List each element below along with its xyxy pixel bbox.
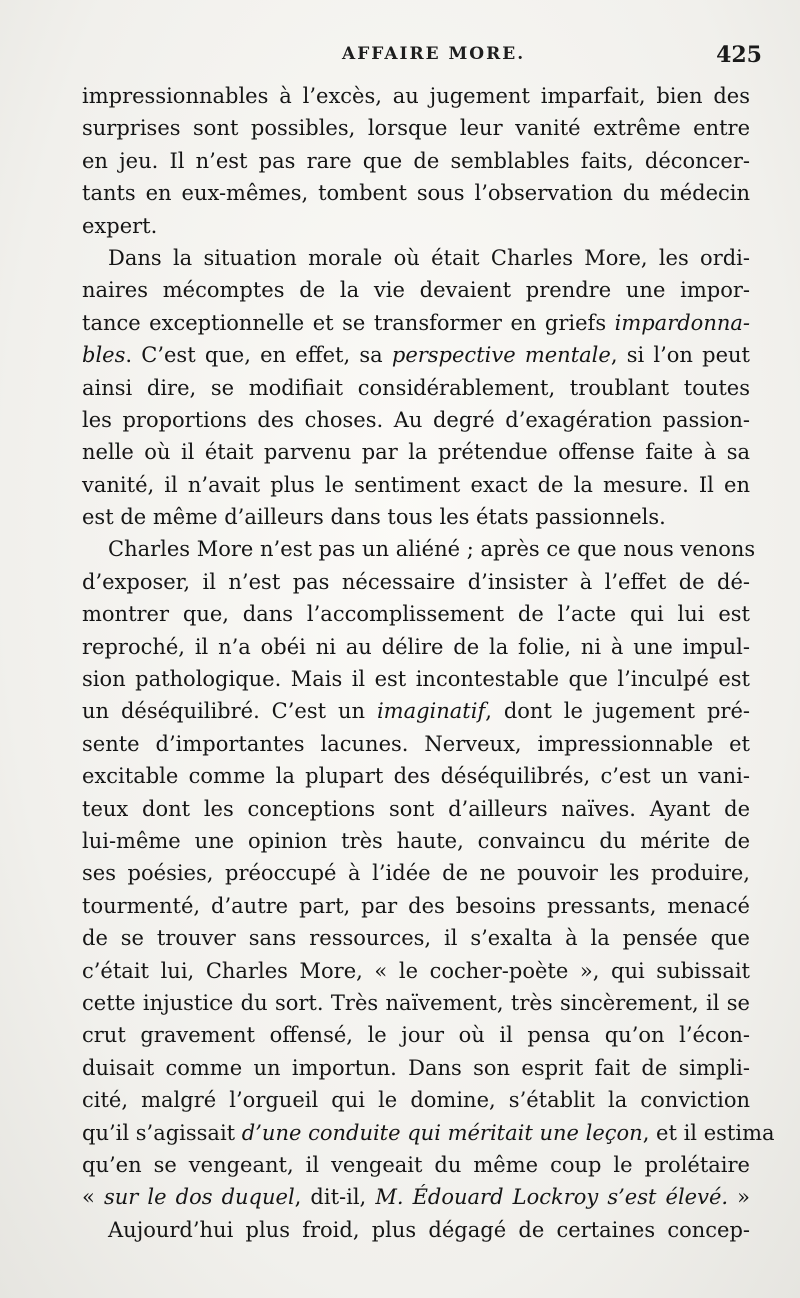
- text-run: reproché, il n’a obéi ni au délire de la folie, ni à une impul-: [82, 634, 750, 659]
- text-run: Dans la situation morale où était Charles More, les ordi-: [108, 245, 750, 270]
- text-run: les proportions des choses. Au degré d’exagération passion-: [82, 407, 750, 432]
- text-run: ainsi dire, se modifiait considérablement, troublant toutes: [82, 375, 750, 400]
- text-run: sion pathologique. Mais il est incontestable que l’inculpé est: [82, 667, 750, 692]
- text-run: Charles More n’est pas un aliéné ; après ce que nous venons: [108, 537, 756, 562]
- text-line: [82, 274, 750, 306]
- text-run: crut gravement offensé, le jour où il pensa qu’on l’écon-: [82, 1023, 750, 1048]
- text-run: d’exposer, il n’est pas nécessaire d’insister à l’effet de dé-: [82, 569, 750, 594]
- text-line: [82, 177, 750, 209]
- text-run: expert.: [82, 213, 158, 238]
- body-text: [82, 80, 775, 1246]
- text-run: naires mécomptes de la vie devaient prendre une impor-: [82, 278, 750, 303]
- running-head: [0, 44, 800, 72]
- text-run: cité, malgré l’orgueil qui le domine, s’établit la conviction: [82, 1088, 750, 1113]
- text-run: tants en eux-mêmes, tombent sous l’observation du médecin: [82, 181, 750, 206]
- text-line: [82, 404, 750, 436]
- text-line: [82, 339, 750, 371]
- text-run: tourmenté, d’autre part, par des besoins pressants, menacé: [82, 893, 750, 918]
- text-line: [82, 566, 750, 598]
- text-line: [82, 825, 750, 857]
- text-line: [82, 112, 750, 144]
- text-line: [82, 1019, 750, 1051]
- text-run: cette injustice du sort. Très naïvement, très sincèrement, il se: [82, 990, 750, 1015]
- text-line: [82, 955, 750, 987]
- text-line: [82, 210, 750, 242]
- text-run: qu’il s’agissait: [82, 1120, 242, 1145]
- text-run: lui-même une opinion très haute, convaincu du mérite de: [82, 828, 750, 853]
- text-run: est de même d’ailleurs dans tous les états passionnels.: [82, 505, 666, 530]
- text-run: excitable comme la plupart des déséquilibrés, c’est un vani-: [82, 764, 750, 789]
- text-line: [82, 1181, 750, 1213]
- text-line: [82, 1084, 750, 1116]
- text-run: un déséquilibré. C’est un: [82, 699, 377, 724]
- text-run: duisait comme un importun. Dans son esprit fait de simpli-: [82, 1055, 750, 1080]
- text-line: [82, 469, 750, 501]
- text-line: [82, 987, 750, 1019]
- italic-text: imaginatif: [376, 699, 486, 724]
- text-line: [82, 631, 750, 663]
- text-line: [82, 307, 750, 339]
- text-line: [82, 793, 750, 825]
- text-run: , si l’on peut: [610, 343, 750, 368]
- text-run: impressionnables à l’excès, au jugement imparfait, bien des: [82, 84, 750, 108]
- text-run: , dit-il,: [294, 1185, 376, 1210]
- text-run: en jeu. Il n’est pas rare que de semblables faits, déconcer-: [82, 148, 750, 173]
- text-line: [82, 728, 750, 760]
- text-line: [82, 890, 750, 922]
- text-line: [82, 1214, 750, 1246]
- text-line: [82, 436, 750, 468]
- text-run: qu’en se vengeant, il vengeait du même coup le prolétaire: [82, 1152, 750, 1177]
- text-line: [82, 80, 750, 112]
- text-run: . C’est que, en effet, sa: [125, 343, 392, 368]
- text-line: [82, 922, 750, 954]
- text-run: de se trouver sans ressources, il s’exalta à la pensée que: [82, 926, 750, 951]
- text-line: [82, 1117, 775, 1149]
- text-line: [82, 1052, 750, 1084]
- text-run: surprises sont possibles, lorsque leur vanité extrême entre: [82, 116, 750, 141]
- text-run: c’était lui, Charles More, « le cocher-poète », qui subissait: [82, 958, 750, 983]
- text-run: montrer que, dans l’accomplissement de l’acte qui lui est: [82, 602, 750, 627]
- text-line: [82, 760, 750, 792]
- text-line: [82, 533, 756, 565]
- text-run: sente d’importantes lacunes. Nerveux, impressionnable et: [82, 731, 750, 756]
- text-run: , dont le jugement pré-: [485, 699, 750, 724]
- italic-text: bles: [82, 343, 126, 368]
- text-line: [82, 857, 750, 889]
- text-run: , et il estima: [642, 1120, 775, 1145]
- text-run: vanité, il n’avait plus le sentiment exact de la mesure. Il en: [82, 472, 750, 497]
- text-line: [82, 1149, 750, 1181]
- text-run: Aujourd’hui plus froid, plus dégagé de certaines concep-: [108, 1217, 750, 1242]
- text-line: [82, 598, 750, 630]
- text-line: [82, 501, 750, 533]
- text-run: teux dont les conceptions sont d’ailleurs naïves. Ayant de: [82, 796, 750, 821]
- page-number: 425: [716, 42, 762, 68]
- text-line: [82, 145, 750, 177]
- text-line: [82, 695, 750, 727]
- text-line: [82, 663, 750, 695]
- text-run: »: [728, 1185, 751, 1210]
- italic-text: impardonna-: [614, 310, 750, 335]
- text-run: ses poésies, préoccupé à l’idée de ne pouvoir les produire,: [82, 861, 750, 886]
- text-line: [82, 372, 750, 404]
- italic-text: sur le dos duquel: [103, 1185, 295, 1210]
- running-title: AFFAIRE MORE.: [342, 44, 526, 64]
- text-line: [82, 242, 750, 274]
- italic-text: d’une conduite qui méritait une leçon: [241, 1120, 643, 1145]
- italic-text: perspective mentale: [391, 343, 611, 368]
- text-run: «: [82, 1185, 104, 1210]
- italic-text: M. Édouard Lockroy s’est élevé.: [375, 1185, 729, 1210]
- text-run: tance exceptionnelle et se transformer en griefs: [82, 310, 615, 335]
- text-run: nelle où il était parvenu par la prétendue offense faite à sa: [82, 440, 750, 465]
